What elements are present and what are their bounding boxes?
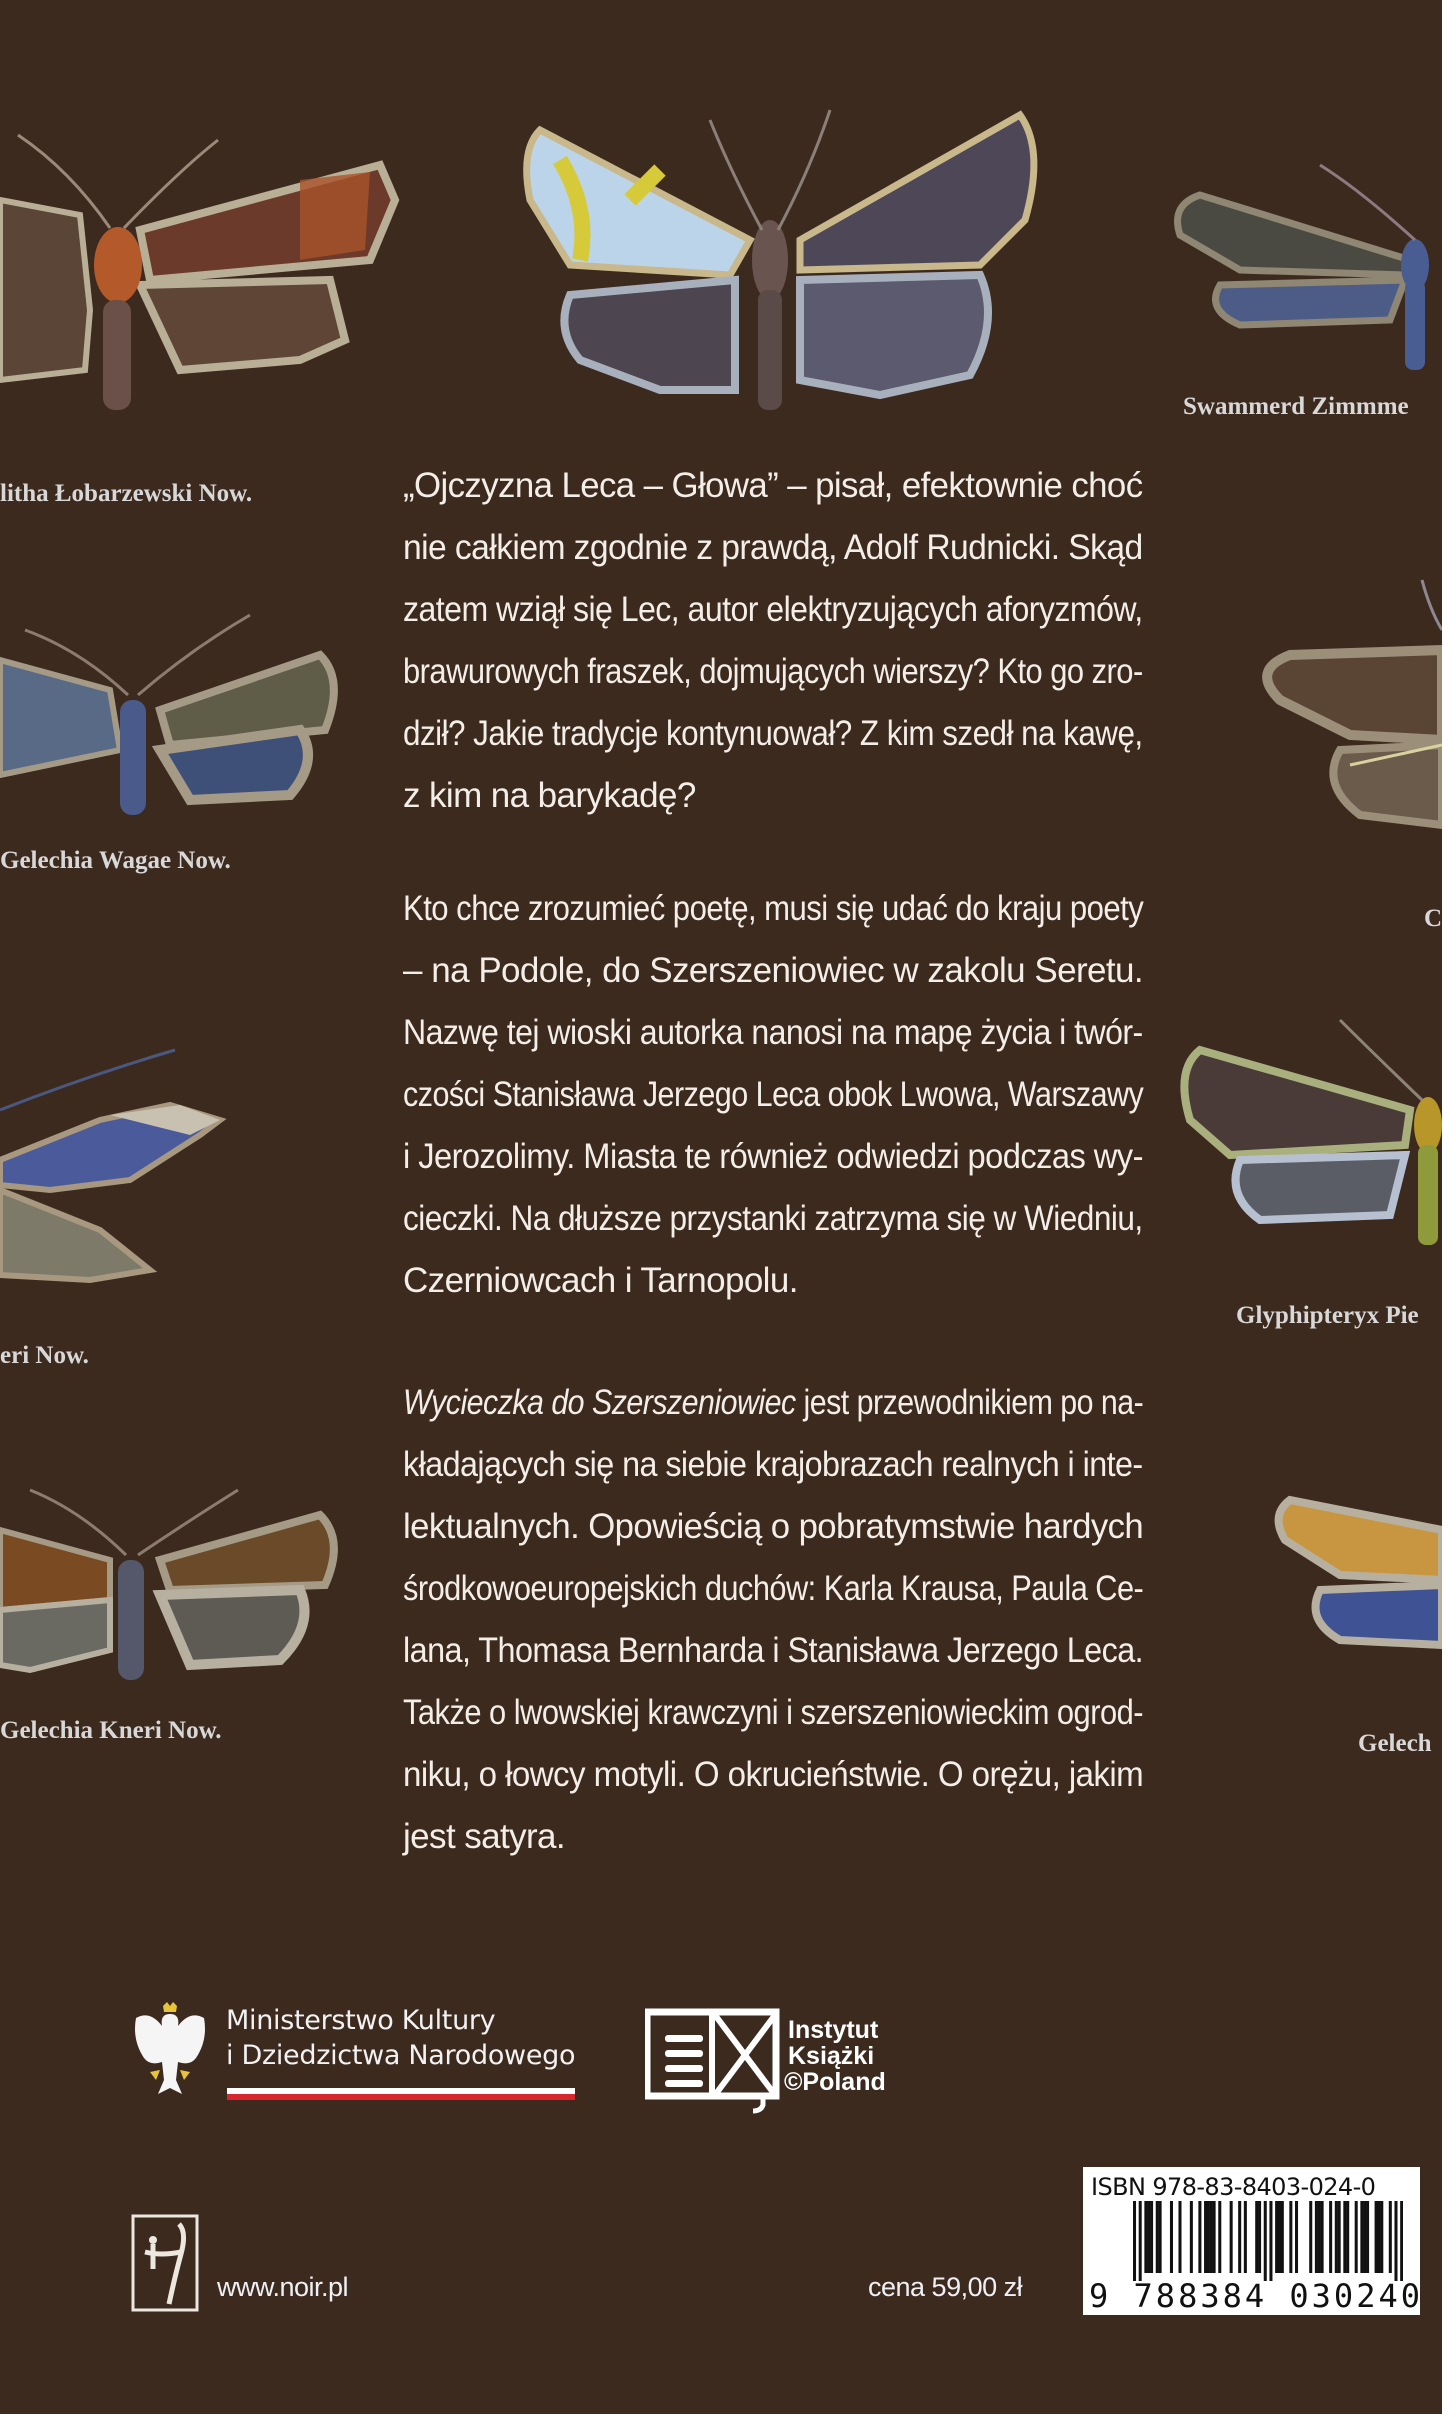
moth-label-mid-right: C [1424, 905, 1442, 932]
barcode-bar [1147, 2201, 1150, 2273]
barcode-bar [1269, 2201, 1272, 2281]
moth-illustration-top-right [1160, 150, 1442, 380]
text-line: i Jerozolimy. Miasta te również odwiedzi podczas wy- [403, 1137, 1143, 1176]
barcode-bar [1363, 2201, 1366, 2273]
institute-name-line-1: Instytut [788, 2016, 879, 2044]
moth-illustration-mid-right [1250, 560, 1442, 840]
barcode-bar [1377, 2201, 1380, 2273]
barcode-bar [1139, 2201, 1142, 2281]
barcode-bar [1218, 2201, 1221, 2273]
moth-illustration-mid-left [0, 600, 360, 840]
barcode-bar [1394, 2201, 1397, 2281]
barcode-bar [1210, 2201, 1213, 2273]
barcode-bar [1335, 2201, 1338, 2273]
barcode-bar [1255, 2201, 1258, 2273]
barcode-bar [1346, 2201, 1349, 2273]
barcode-bar [1289, 2201, 1292, 2273]
ministry-name-line-1: Ministerstwo Kultury [226, 2005, 496, 2036]
barcode-bar [1156, 2201, 1159, 2273]
barcode-bar [1244, 2201, 1247, 2273]
barcode-bar [1366, 2201, 1369, 2273]
barcode-bar [1329, 2201, 1332, 2273]
barcode-bar [1144, 2201, 1147, 2273]
moth-label-third-right: Glyphipteryx Pie [1236, 1302, 1419, 1329]
text-line: Także o lwowskiej krawczyni i szerszeniowieckim ogrod- [403, 1693, 1143, 1732]
text-line: Kto chce zrozumieć poetę, musi się udać do kraju poety [403, 889, 1144, 928]
barcode-bars [1133, 2201, 1403, 2281]
moth-label-top-left: litha Łobarzewski Now. [0, 480, 253, 507]
barcode-bar [1281, 2201, 1284, 2273]
book-title: Wycieczka do Szerszeniowiec [403, 1383, 796, 1422]
barcode-bar [1343, 2201, 1346, 2273]
moth-illustration-top-left [0, 110, 410, 470]
ean-digits: 9 788384 030240 [1089, 2277, 1423, 2315]
barcode-bar [1275, 2201, 1278, 2273]
publisher-noir-logo-icon [131, 2214, 199, 2312]
publisher-website-link[interactable]: www.noir.pl [217, 2272, 349, 2302]
description-paragraph-2 [403, 878, 1143, 1312]
barcode-bar [1198, 2201, 1201, 2273]
barcode-bar [1315, 2201, 1318, 2273]
polish-flag-stripe [227, 2088, 575, 2100]
moth-label-bottom-left: Gelechia Kneri Now. [0, 1717, 222, 1744]
barcode-bar [1207, 2201, 1210, 2273]
description-paragraph-3 [403, 1372, 1143, 1868]
moth-illustration-bottom-right [1270, 1480, 1442, 1660]
barcode-bar [1264, 2201, 1267, 2281]
moth-label-bottom-right: Gelech [1358, 1730, 1432, 1757]
barcode-bar [1355, 2201, 1358, 2273]
barcode-bar [1380, 2201, 1383, 2273]
barcode-bar [1238, 2201, 1241, 2273]
barcode-bar [1278, 2201, 1281, 2273]
barcode-bar [1321, 2201, 1324, 2273]
text-line: Nazwę tej wioski autorka nanosi na mapę życia i twór- [403, 1013, 1143, 1052]
price-label: cena 59,00 zł [868, 2272, 1023, 2302]
moth-label-third-left: eri Now. [0, 1342, 89, 1369]
barcode-bar [1190, 2201, 1193, 2273]
institute-name-line-2: Książki [788, 2042, 875, 2070]
moth-label-mid-left: Gelechia Wagae Now. [0, 847, 231, 874]
text-line: brawurowych fraszek, dojmujących wierszy? Kto go zro- [403, 652, 1143, 691]
text-line: nie całkiem zgodnie z prawdą, Adolf Rudnicki. Skąd [403, 528, 1143, 567]
text-line: środkowoeuropejskich duchów: Karla Krausa, Paula Ce- [403, 1569, 1144, 1608]
description-paragraph-1 [403, 455, 1143, 827]
moth-illustration-third-right [1170, 1010, 1442, 1260]
barcode-bar [1400, 2201, 1403, 2281]
barcode-bar [1375, 2201, 1378, 2273]
barcode-bar [1204, 2201, 1207, 2273]
institute-name-line-3: ©Poland [784, 2068, 886, 2096]
barcode-bar [1338, 2201, 1341, 2273]
text-line: kładających się na siebie krajobrazach realnych i inte- [403, 1445, 1143, 1484]
barcode-bar [1150, 2201, 1153, 2273]
text-line: Czerniowcach i Tarnopolu. [403, 1261, 798, 1300]
barcode-bar [1360, 2201, 1363, 2273]
polish-eagle-emblem-icon [130, 2000, 210, 2100]
barcode-bar [1230, 2201, 1233, 2273]
ministry-name-line-2: i Dziedzictwa Narodowego [226, 2040, 576, 2071]
text-line: lektualnych. Opowieścią o pobratymstwie hardych [403, 1507, 1144, 1546]
isbn-barcode [1083, 2167, 1423, 2315]
barcode-bar [1318, 2201, 1321, 2273]
text-line: z kim na barykadę? [403, 776, 696, 815]
moth-label-top-right: Swammerd Zimmme [1183, 393, 1409, 420]
barcode-bar [1389, 2201, 1392, 2273]
text-line: niku, o łowcy motyli. O okrucieństwie. O orężu, jakim [403, 1755, 1144, 1794]
text-fragment: jest przewodnikiem po na- [795, 1383, 1144, 1422]
barcode-bar [1295, 2201, 1298, 2273]
isbn-number: ISBN 978-83-8403-024-0 [1091, 2173, 1376, 2201]
moth-illustration-bottom-left [0, 1450, 360, 1690]
barcode-bar [1159, 2201, 1162, 2273]
barcode-bar [1178, 2201, 1181, 2273]
text-line: zatem wziął się Lec, autor elektryzujących aforyzmów, [403, 590, 1143, 629]
text-line: czości Stanisława Jerzego Leca obok Lwowa, Warszawy [403, 1075, 1144, 1114]
barcode-bar [1213, 2201, 1216, 2273]
text-line: dził? Jakie tradycje kontynuował? Z kim szedł na kawę, [403, 714, 1143, 753]
text-line: lana, Thomasa Bernharda i Stanisława Jerzego Leca. [403, 1631, 1144, 1670]
barcode-bar [1309, 2201, 1312, 2273]
barcode-bar [1170, 2201, 1173, 2273]
moth-illustration-third-left [0, 1020, 240, 1290]
barcode-bar [1258, 2201, 1261, 2273]
text-line [403, 1372, 1143, 1434]
text-line: – na Podole, do Szerszeniowiec w zakolu Seretu. [403, 951, 1143, 990]
text-line: cieczki. Na dłuższe przystanki zatrzyma się w Wiedniu, [403, 1199, 1143, 1238]
text-line: „Ojczyzna Leca – Głowa” – pisał, efektownie choć [403, 466, 1143, 505]
text-line: jest satyra. [403, 1817, 566, 1856]
flag-red-stripe [227, 2094, 575, 2100]
instytut-ksiazki-logo-icon [645, 2007, 780, 2117]
barcode-bar [1133, 2201, 1136, 2281]
moth-illustration-top-center [500, 90, 1070, 450]
